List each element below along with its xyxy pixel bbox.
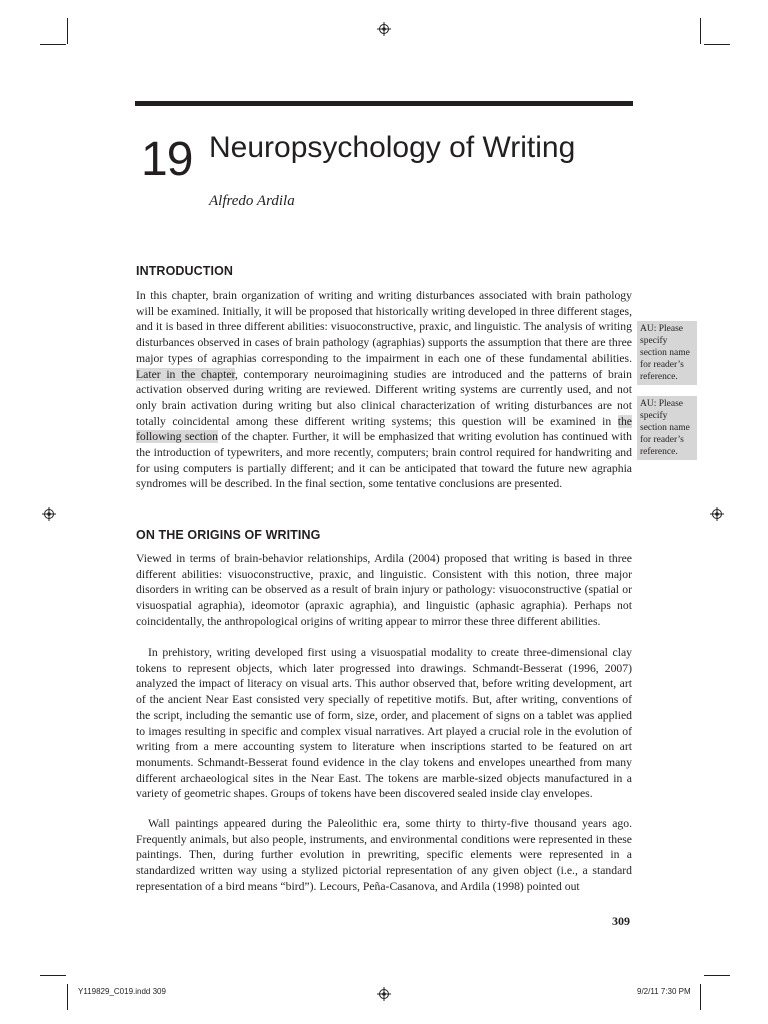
text-run: , contemporary neuroimagining studies are introduced and the patterns of brain activation observed during writing are reviewed. Different writing systems are currently used, and not only brain activation during writing but also clinical characterization of writing disturbances are not totally coincidental among these different writing systems; this question will be examined in <box>136 367 632 428</box>
chapter-author: Alfredo Ardila <box>209 193 295 209</box>
section-heading-origins: ON THE ORIGINS OF WRITING <box>136 528 321 542</box>
highlighted-text: the following section <box>136 414 632 444</box>
text-run: In this chapter, brain organization of writing and writing disturbances associated with brain pathology will be examined. Initially, it will be proposed that historically writing developed in three different stages, and it is based in three different abilities: visuoconstructive, praxic, and linguistic. The analysis of writing disturbances observed in cases of brain pathology (agraphias) supports the assumption that there are three major types of agraphias corresponding to the impairment in each one of these fundamental abilities. <box>136 289 632 365</box>
chapter-number: 19 <box>141 133 193 186</box>
chapter-top-rule <box>135 101 633 106</box>
author-query-note: AU: Please specify section name for reader’s reference. <box>637 396 697 460</box>
crop-mark <box>700 984 701 1010</box>
crop-mark <box>704 44 730 45</box>
crop-mark <box>704 975 730 976</box>
registration-mark-icon <box>710 507 724 521</box>
slug-file-name: Y119829_C019.indd 309 <box>78 987 166 996</box>
author-query-note: AU: Please specify section name for reader’s reference. <box>637 321 697 385</box>
crop-mark <box>700 18 701 44</box>
page-number: 309 <box>612 914 630 928</box>
origins-paragraph-1: Viewed in terms of brain-behavior relationships, Ardila (2004) proposed that writing is based in three different abilities: visuoconstructive, praxic, and linguistic. Consistent with this notion, three major disorders in writing can be observed as a result of brain injury or pathology: visuoconstructive (spatial or visuospatial agraphia), ideomotor (apraxic agraphia), and linguistic (aphasic agraphia). Perhaps not coincidentally, the anthropological origins of writing appear to mirror these three different abilities. <box>136 552 632 628</box>
introduction-paragraph <box>136 288 632 492</box>
text-run: of the chapter. Further, it will be emphasized that writing evolution has continued with the introduction of typewriters, and more recently, computers; brain control required for handwriting and for using computers is partially different; and it can be anticipated that toward the future new agraphia syndromes will be described. In the final section, some tentative conclusions are presented. <box>136 430 632 491</box>
section-heading-introduction: INTRODUCTION <box>136 264 234 278</box>
crop-mark <box>40 44 66 45</box>
origins-paragraph-2: In prehistory, writing developed first using a visuospatial modality to create three-dimensional clay tokens to represent objects, which later progressed into drawings. Schmandt-Besserat (1996, 2007) analyzed the impact of literacy on visual arts. This author observed that, before writing development, art of the ancient Near East consisted very specially of repetitive motifs. But, after writing, conventions of the script, including the semantic use of form, size, order, and placement of signs on a tablet was applied to images resulting in specific and complex visual narratives. Art played a crucial role in the evolution of writing from a mere accounting system to literature when inscriptions started to be featured on art monuments. Schmandt-Besserat found evidence in the clay tokens and envelopes unearthed from many different archaeological sites in the Near East. The tokens are marble-sized objects manufactured in a variety of geometric shapes. Groups of tokens have been discovered sealed inside clay envelopes. <box>136 646 632 801</box>
registration-mark-icon <box>377 22 391 36</box>
crop-mark <box>67 984 68 1010</box>
crop-mark <box>67 18 68 44</box>
origins-paragraph-3: Wall paintings appeared during the Paleolithic era, some thirty to thirty-five thousand years ago. Frequently animals, but also people, instruments, and environmental conditions were represented in these paintings. Then, during further evolution in prewriting, specific elements were represented in a standardized written way using a stylized pictorial representation of any given object (i.e., a standard representation of a bird means “bird”). Lecours, Peña-Casanova, and Ardila (1998) pointed out <box>136 817 632 893</box>
registration-mark-icon <box>377 987 391 1001</box>
chapter-title: Neuropsychology of Writing <box>209 131 576 164</box>
highlighted-text: Later in the chapter <box>136 367 235 381</box>
crop-mark <box>40 975 66 976</box>
registration-mark-icon <box>42 507 56 521</box>
slug-date-time: 9/2/11 7:30 PM <box>637 987 691 996</box>
